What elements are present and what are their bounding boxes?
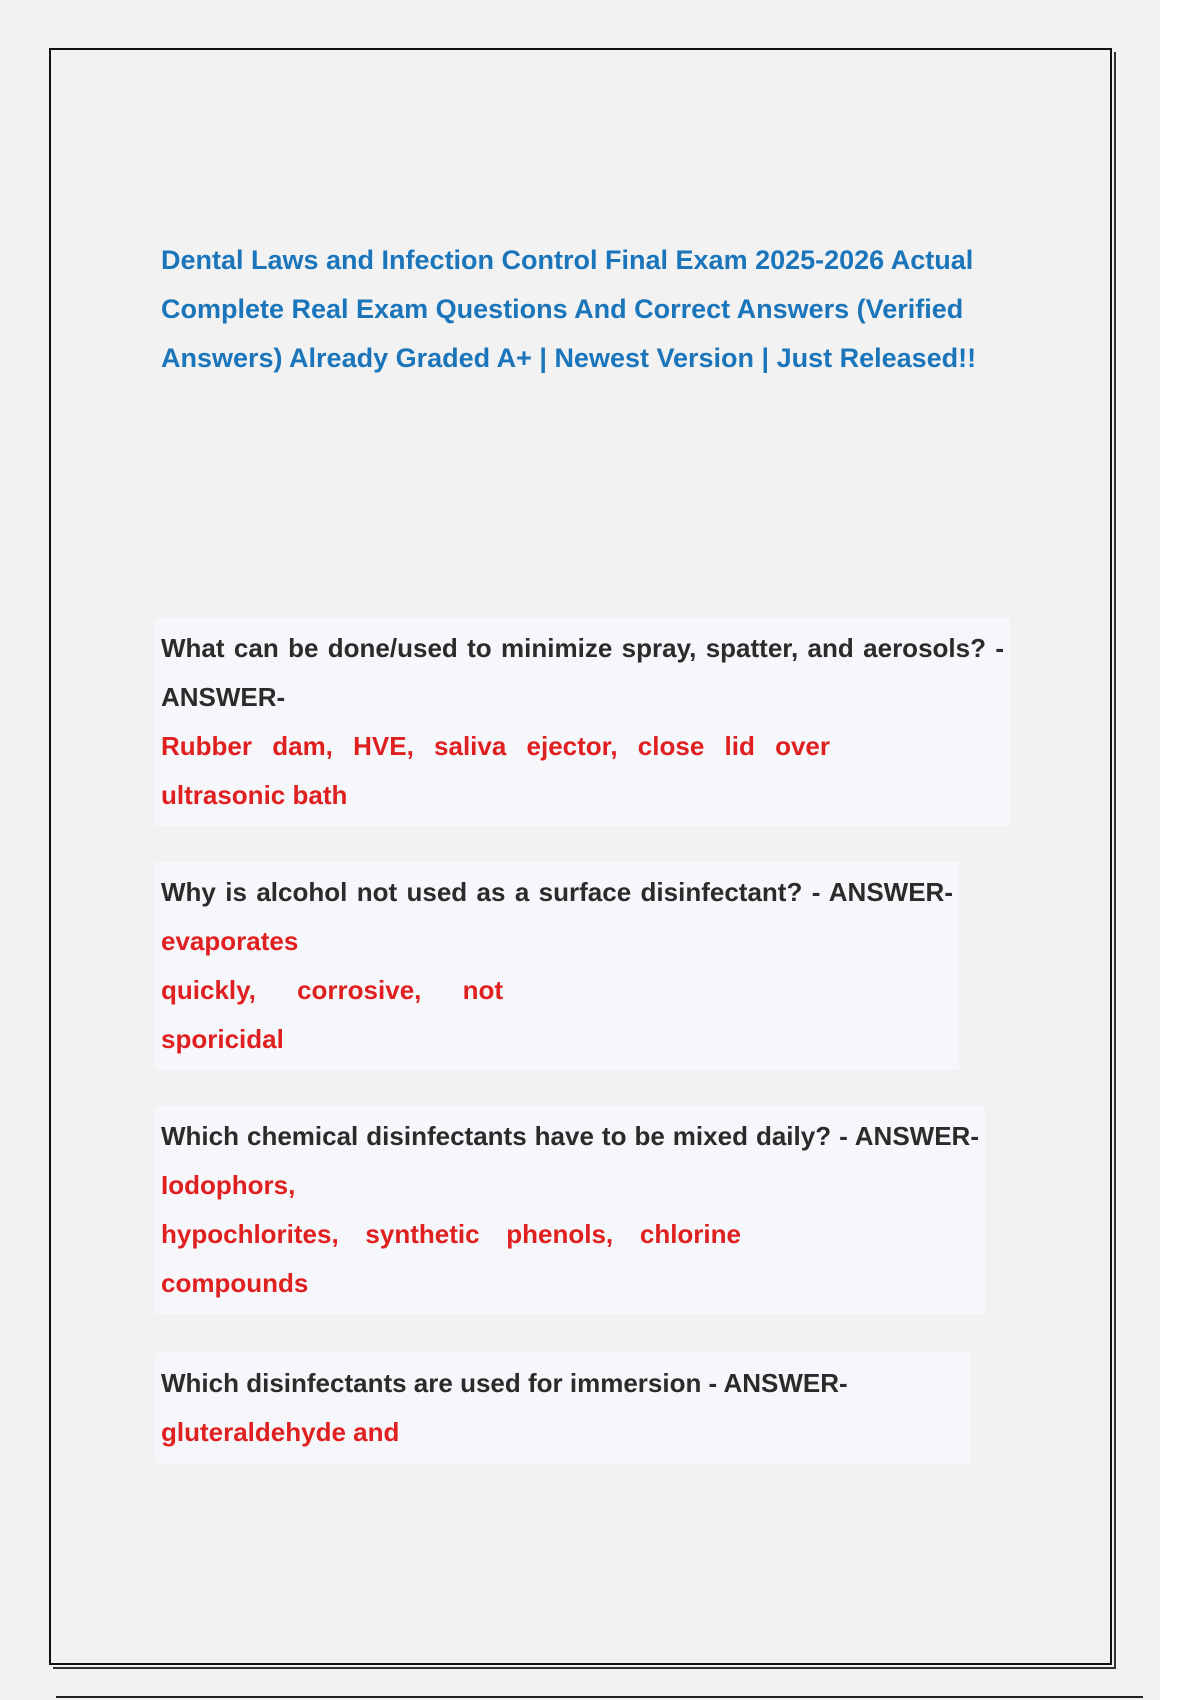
answer-3: hypochlorites, synthetic phenols, chlorine compounds xyxy=(161,1219,741,1298)
answer-3-inline: Iodophors, xyxy=(161,1170,296,1200)
question-3 xyxy=(161,1112,979,1210)
question-4 xyxy=(161,1359,964,1457)
qa-item-1 xyxy=(161,624,1004,820)
next-page-top-edge xyxy=(56,1696,1143,1698)
answer-2: quickly, corrosive, not sporicidal xyxy=(161,975,503,1054)
answer-4-inline: gluteraldehyde and xyxy=(161,1417,400,1447)
viewer-right-strip xyxy=(1160,0,1200,1700)
qa-item-4 xyxy=(161,1359,964,1457)
question-4-text: Which disinfectants are used for immersion - ANSWER- xyxy=(161,1368,848,1398)
document-title: Dental Laws and Infection Control Final Exam 2025-2026 Actual Complete Real Exam Questions And Correct Answers (Verified Answers) Already Graded A+ | Newest Version | Just Released!! xyxy=(161,245,977,373)
question-2-text: Why is alcohol not used as a surface disinfectant? - ANSWER- xyxy=(161,877,953,907)
answer-1: Rubber dam, HVE, saliva ejector, close lid over ultrasonic bath xyxy=(161,731,830,810)
question-2 xyxy=(161,868,953,966)
answer-2-inline: evaporates xyxy=(161,926,299,956)
question-1 xyxy=(161,624,1004,722)
qa-item-3 xyxy=(161,1112,979,1308)
qa-item-2 xyxy=(161,868,953,1064)
question-1-text: What can be done/used to minimize spray, spatter, and aerosols? - ANSWER- xyxy=(161,633,1004,712)
document-page xyxy=(49,48,1112,1665)
question-3-text: Which chemical disinfectants have to be mixed daily? - ANSWER- xyxy=(161,1121,979,1151)
